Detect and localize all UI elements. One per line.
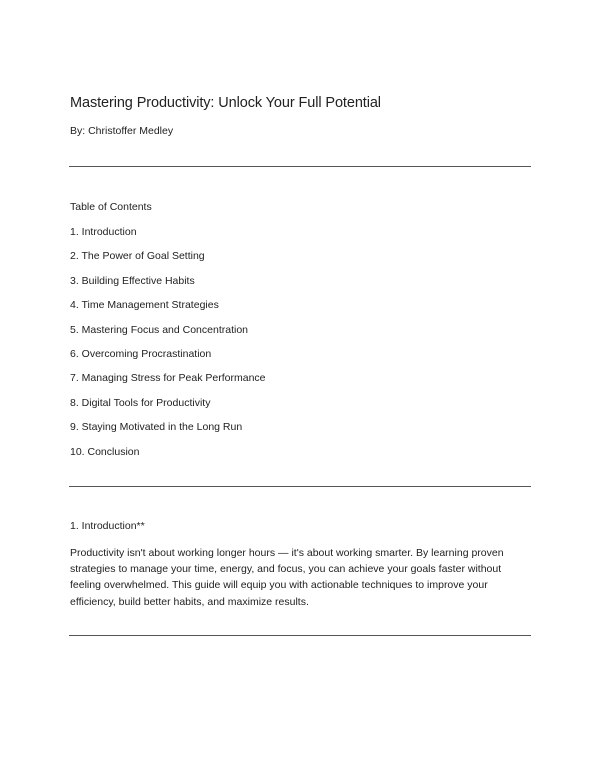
toc-item: 10. Conclusion — [70, 445, 140, 458]
toc-item: 1. Introduction — [70, 226, 137, 238]
horizontal-divider — [69, 166, 531, 167]
toc-item: 2. The Power of Goal Setting — [70, 250, 205, 263]
table-of-contents — [70, 225, 266, 469]
toc-item: 4. Time Management Strategies — [70, 299, 219, 312]
toc-item: 7. Managing Stress for Peak Performance — [70, 372, 266, 385]
toc-item: 9. Staying Motivated in the Long Run — [70, 421, 243, 434]
horizontal-divider — [69, 486, 531, 487]
section-heading-introduction: 1. Introduction** — [70, 520, 145, 532]
toc-item: 5. Mastering Focus and Concentration — [70, 323, 249, 336]
toc-item: 8. Digital Tools for Productivity — [70, 396, 211, 409]
horizontal-divider — [69, 635, 531, 636]
toc-item: 3. Building Effective Habits — [70, 274, 195, 287]
document-title: Mastering Productivity: Unlock Your Full Potential — [70, 95, 381, 111]
toc-heading: Table of Contents — [70, 201, 152, 213]
section-body-introduction: Productivity isn't about working longer hours — it's about working smarter. By learning proven strategies to manage your time, energy, and focus, you can achieve your goals faster without feeling overwhelmed. This guide will equip you with actionable techniques to improve your efficiency, build better habits, and maximize results. — [70, 547, 504, 608]
toc-item: 6. Overcoming Procrastination — [70, 347, 212, 360]
document-author: By: Christoffer Medley — [70, 125, 174, 137]
